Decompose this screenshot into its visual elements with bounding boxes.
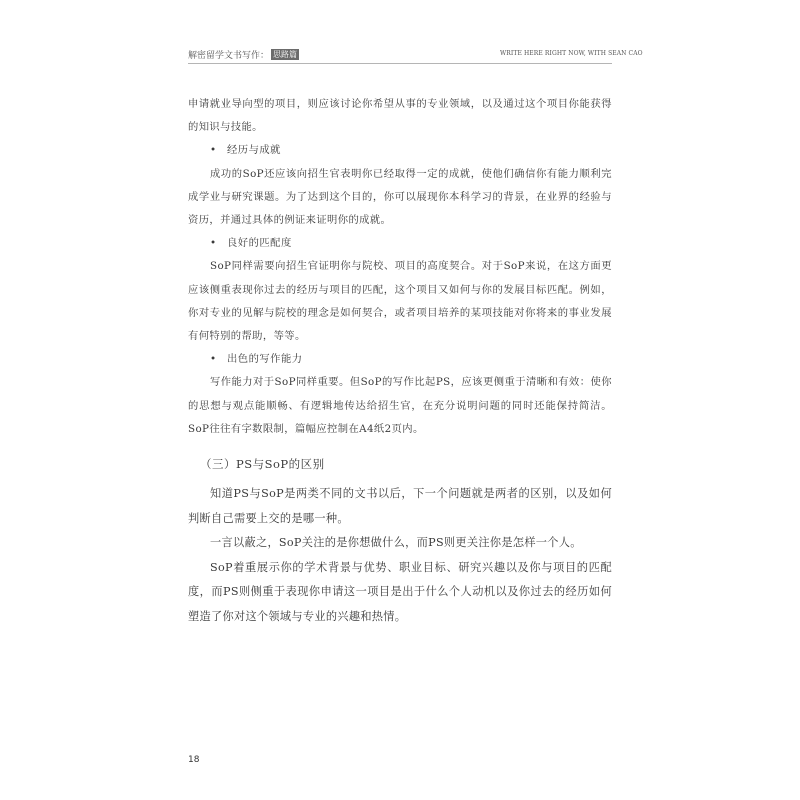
page-content: [188, 93, 612, 629]
page-number: 18: [188, 755, 200, 765]
running-header-left: [188, 48, 299, 61]
bullet-item-achievements: [188, 139, 612, 162]
book-title: 解密留学文书写作：: [188, 51, 270, 61]
paragraph-6: 一言以蔽之，SoP关注的是你想做什么，而PS则更关注你是怎样一个人。: [210, 536, 582, 550]
paragraph-1: 申请就业导向型的项目，则应该讨论你希望从事的专业领域，以及通过这个项目你能获得的知识与技能。: [188, 98, 612, 134]
bullet-label: 经历与成就: [227, 144, 281, 157]
bullet-icon: •: [210, 237, 217, 250]
bullet-icon: •: [210, 144, 217, 157]
bullet-item-writing: [188, 348, 612, 371]
paragraph-2: 成功的SoP还应该向招生官表明你已经取得一定的成就，使他们确信你有能力顺利完成学业与研究课题。为了达到这个目的，你可以展现你本科学习的背景，在业界的经验与资历，并通过具体的例证来证明你的成就。: [188, 167, 612, 227]
paragraph-7: SoP着重展示你的学术背景与优势、职业目标、研究兴趣以及你与项目的匹配度，而PS则侧重于表现你申请这一项目是出于什么个人动机以及你过去的经历如何塑造了你对这个领域与专业的兴趣和热情。: [188, 560, 612, 623]
bullet-icon: •: [210, 353, 217, 366]
running-header-right: WRITE HERE RIGHT NOW, WITH SEAN CAO: [500, 50, 643, 57]
bullet-item-fit: [188, 232, 612, 255]
bullet-label: 良好的匹配度: [227, 237, 292, 250]
paragraph-5: 知道PS与SoP是两类不同的文书以后，下一个问题就是两者的区别，以及如何判断自己需要上交的是哪一种。: [188, 487, 612, 525]
section-heading: （三）PS与SoP的区别: [200, 457, 325, 472]
paragraph-4: 写作能力对于SoP同样重要。但SoP的写作比起PS，应该更侧重于清晰和有效：使你的思想与观点能顺畅、有逻辑地传达给招生官，在充分说明问题的同时还能保持简洁。SoP往往有字数限制，篇幅应控制在A4纸2页内。: [188, 376, 612, 435]
bullet-label: 出色的写作能力: [227, 353, 303, 366]
paragraph-3: SoP同样需要向招生官证明你与院校、项目的高度契合。对于SoP来说，在这方面更应该侧重表现你过去的经历与项目的匹配，这个项目又如何与你的发展目标匹配。例如，你对专业的见解与院校的理念是如何契合，或者项目培养的某项技能对你将来的事业发展有何特别的帮助，等等。: [188, 260, 612, 343]
book-subtitle-box: 思路篇: [273, 50, 298, 59]
header-rule: [188, 63, 612, 64]
